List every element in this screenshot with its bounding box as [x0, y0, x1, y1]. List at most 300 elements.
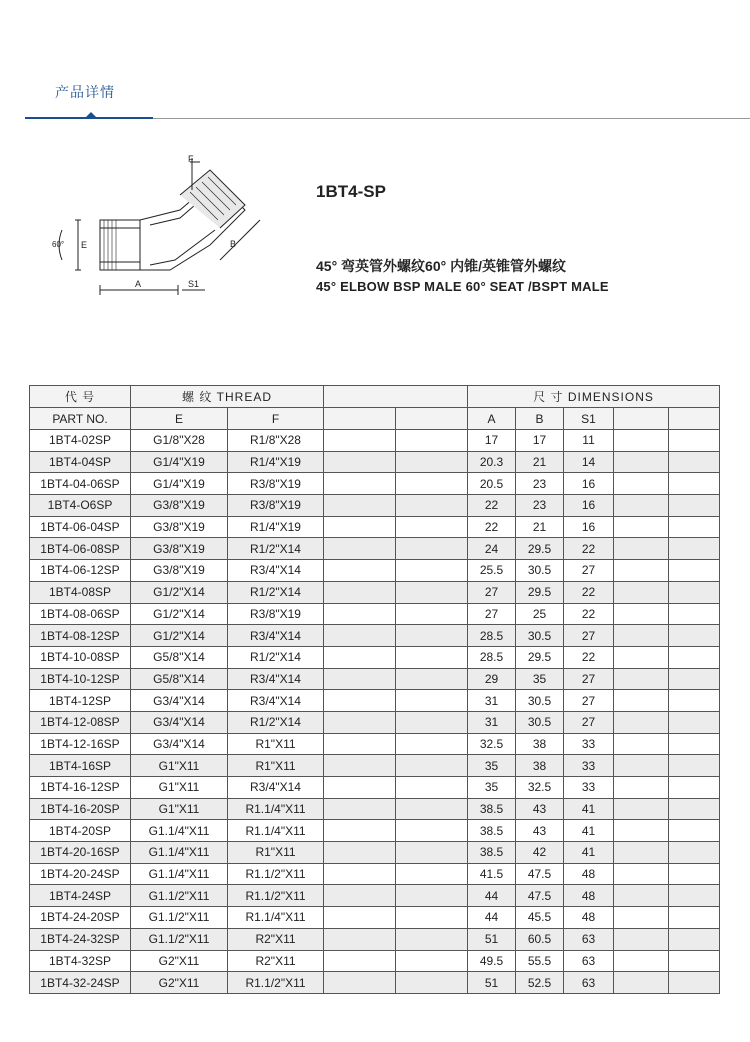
cell-thread-e: G1/8"X28: [131, 430, 228, 452]
header-col-blank-2: [396, 408, 468, 430]
cell-blank: [324, 603, 396, 625]
cell-blank: [324, 972, 396, 994]
cell-dim-b: 30.5: [516, 690, 564, 712]
cell-blank: [396, 603, 468, 625]
cell-dim-b: 43: [516, 820, 564, 842]
header-col-s1: S1: [564, 408, 614, 430]
cell-blank: [669, 928, 720, 950]
table-row: [30, 495, 720, 517]
cell-blank: [614, 950, 669, 972]
cell-dim-b: 25: [516, 603, 564, 625]
cell-dim-a: 44: [468, 907, 516, 929]
cell-dim-s1: 22: [564, 581, 614, 603]
cell-blank: [614, 711, 669, 733]
header-col-f: F: [228, 408, 324, 430]
cell-dim-a: 22: [468, 516, 516, 538]
cell-thread-e: G5/8"X14: [131, 646, 228, 668]
cell-thread-e: G2"X11: [131, 950, 228, 972]
cell-blank: [614, 603, 669, 625]
cell-blank: [669, 820, 720, 842]
table-row: [30, 625, 720, 647]
cell-blank: [396, 711, 468, 733]
cell-blank: [669, 733, 720, 755]
table-row: [30, 668, 720, 690]
cell-dim-s1: 33: [564, 777, 614, 799]
cell-blank: [614, 863, 669, 885]
cell-blank: [396, 625, 468, 647]
cell-thread-f: R1"X11: [228, 755, 324, 777]
cell-blank: [396, 560, 468, 582]
cell-blank: [614, 928, 669, 950]
header-col-b: B: [516, 408, 564, 430]
cell-dim-b: 23: [516, 473, 564, 495]
cell-blank: [396, 733, 468, 755]
cell-part-no: 1BT4-06-08SP: [30, 538, 131, 560]
cell-blank: [324, 755, 396, 777]
header-col-a: A: [468, 408, 516, 430]
cell-thread-e: G1.1/4"X11: [131, 820, 228, 842]
cell-part-no: 1BT4-32SP: [30, 950, 131, 972]
cell-part-no: 1BT4-24-32SP: [30, 928, 131, 950]
cell-dim-b: 60.5: [516, 928, 564, 950]
cell-dim-b: 47.5: [516, 885, 564, 907]
cell-dim-s1: 41: [564, 798, 614, 820]
diagram-label-s1: S1: [188, 279, 200, 289]
cell-blank: [396, 668, 468, 690]
cell-dim-b: 55.5: [516, 950, 564, 972]
cell-blank: [614, 495, 669, 517]
cell-thread-e: G3/8"X19: [131, 495, 228, 517]
cell-dim-a: 32.5: [468, 733, 516, 755]
table-row: [30, 646, 720, 668]
cell-thread-e: G2"X11: [131, 972, 228, 994]
cell-blank: [614, 646, 669, 668]
cell-blank: [614, 560, 669, 582]
table-row: [30, 603, 720, 625]
cell-blank: [396, 538, 468, 560]
diagram-label-e: E: [81, 240, 88, 250]
table-row: [30, 755, 720, 777]
cell-blank: [669, 430, 720, 452]
header-code-cn: 代 号: [30, 386, 131, 408]
cell-dim-s1: 16: [564, 516, 614, 538]
cell-thread-e: G1"X11: [131, 777, 228, 799]
cell-blank: [324, 928, 396, 950]
cell-thread-e: G3/8"X19: [131, 538, 228, 560]
cell-dim-a: 49.5: [468, 950, 516, 972]
cell-blank: [324, 690, 396, 712]
cell-dim-s1: 27: [564, 560, 614, 582]
cell-dim-a: 38.5: [468, 798, 516, 820]
cell-blank: [396, 495, 468, 517]
cell-part-no: 1BT4-04-06SP: [30, 473, 131, 495]
cell-blank: [669, 798, 720, 820]
cell-dim-a: 35: [468, 777, 516, 799]
cell-blank: [396, 451, 468, 473]
cell-dim-a: 20.3: [468, 451, 516, 473]
table-row: [30, 972, 720, 994]
cell-thread-e: G1"X11: [131, 755, 228, 777]
cell-dim-s1: 22: [564, 538, 614, 560]
table-row: [30, 950, 720, 972]
cell-blank: [669, 495, 720, 517]
cell-blank: [396, 820, 468, 842]
cell-thread-f: R1.1/2"X11: [228, 885, 324, 907]
cell-thread-f: R1/4"X19: [228, 516, 324, 538]
cell-blank: [324, 516, 396, 538]
cell-thread-e: G1/2"X14: [131, 581, 228, 603]
cell-dim-b: 29.5: [516, 581, 564, 603]
cell-thread-e: G1.1/2"X11: [131, 907, 228, 929]
cell-blank: [614, 777, 669, 799]
cell-blank: [669, 885, 720, 907]
cell-dim-b: 52.5: [516, 972, 564, 994]
table-row: [30, 907, 720, 929]
cell-dim-s1: 14: [564, 451, 614, 473]
cell-thread-f: R1"X11: [228, 842, 324, 864]
cell-blank: [324, 950, 396, 972]
cell-dim-b: 38: [516, 733, 564, 755]
table-row: [30, 430, 720, 452]
cell-thread-e: G5/8"X14: [131, 668, 228, 690]
cell-thread-f: R1.1/2"X11: [228, 863, 324, 885]
cell-dim-a: 51: [468, 928, 516, 950]
cell-blank: [669, 690, 720, 712]
cell-dim-s1: 48: [564, 885, 614, 907]
diagram-label-b: B: [230, 239, 237, 249]
cell-part-no: 1BT4-32-24SP: [30, 972, 131, 994]
cell-part-no: 1BT4-06-12SP: [30, 560, 131, 582]
cell-thread-f: R3/8"X19: [228, 603, 324, 625]
cell-blank: [669, 842, 720, 864]
cell-blank: [669, 668, 720, 690]
cell-blank: [396, 430, 468, 452]
cell-dim-b: 17: [516, 430, 564, 452]
cell-blank: [614, 451, 669, 473]
cell-dim-a: 31: [468, 690, 516, 712]
product-description-en: 45° ELBOW BSP MALE 60° SEAT /BSPT MALE: [316, 279, 609, 294]
cell-thread-e: G1/4"X19: [131, 473, 228, 495]
table-row: [30, 928, 720, 950]
cell-blank: [324, 646, 396, 668]
table-row: [30, 820, 720, 842]
table-row: [30, 538, 720, 560]
cell-dim-a: 28.5: [468, 625, 516, 647]
cell-thread-f: R1.1/4"X11: [228, 820, 324, 842]
cell-blank: [396, 928, 468, 950]
cell-part-no: 1BT4-20-24SP: [30, 863, 131, 885]
cell-dim-a: 27: [468, 581, 516, 603]
cell-blank: [324, 625, 396, 647]
cell-part-no: 1BT4-16-12SP: [30, 777, 131, 799]
cell-blank: [396, 907, 468, 929]
cell-thread-f: R3/4"X14: [228, 690, 324, 712]
cell-blank: [669, 451, 720, 473]
cell-dim-s1: 22: [564, 603, 614, 625]
cell-blank: [396, 885, 468, 907]
cell-thread-f: R2"X11: [228, 950, 324, 972]
cell-dim-b: 42: [516, 842, 564, 864]
cell-blank: [324, 560, 396, 582]
section-accent-bar: [25, 117, 153, 119]
cell-part-no: 1BT4-02SP: [30, 430, 131, 452]
cell-dim-b: 30.5: [516, 560, 564, 582]
cell-blank: [669, 755, 720, 777]
cell-blank: [614, 538, 669, 560]
cell-part-no: 1BT4-08-12SP: [30, 625, 131, 647]
cell-part-no: 1BT4-12SP: [30, 690, 131, 712]
cell-thread-e: G1.1/2"X11: [131, 885, 228, 907]
cell-dim-b: 43: [516, 798, 564, 820]
cell-part-no: 1BT4-10-12SP: [30, 668, 131, 690]
cell-dim-s1: 63: [564, 950, 614, 972]
cell-thread-f: R1"X11: [228, 733, 324, 755]
cell-blank: [614, 430, 669, 452]
cell-blank: [669, 972, 720, 994]
table-row: [30, 451, 720, 473]
cell-blank: [324, 820, 396, 842]
cell-part-no: 1BT4-12-16SP: [30, 733, 131, 755]
cell-thread-f: R1/8"X28: [228, 430, 324, 452]
cell-thread-f: R1.1/2"X11: [228, 972, 324, 994]
cell-dim-s1: 27: [564, 711, 614, 733]
cell-part-no: 1BT4-04SP: [30, 451, 131, 473]
cell-thread-e: G1/4"X19: [131, 451, 228, 473]
cell-dim-b: 21: [516, 516, 564, 538]
cell-dim-s1: 48: [564, 863, 614, 885]
cell-blank: [396, 755, 468, 777]
cell-thread-f: R3/4"X14: [228, 668, 324, 690]
cell-blank: [614, 798, 669, 820]
cell-thread-f: R3/8"X19: [228, 495, 324, 517]
cell-blank: [324, 907, 396, 929]
cell-blank: [614, 755, 669, 777]
product-description-cn: 45° 弯英管外螺纹60° 内锥/英锥管外螺纹: [316, 258, 567, 274]
cell-blank: [396, 798, 468, 820]
cell-thread-e: G1.1/4"X11: [131, 863, 228, 885]
cell-part-no: 1BT4-10-08SP: [30, 646, 131, 668]
cell-part-no: 1BT4-12-08SP: [30, 711, 131, 733]
cell-thread-f: R3/4"X14: [228, 777, 324, 799]
cell-part-no: 1BT4-24-20SP: [30, 907, 131, 929]
cell-blank: [324, 863, 396, 885]
cell-dim-s1: 41: [564, 820, 614, 842]
cell-blank: [669, 581, 720, 603]
cell-blank: [324, 430, 396, 452]
cell-thread-f: R3/8"X19: [228, 473, 324, 495]
cell-blank: [324, 668, 396, 690]
cell-dim-b: 45.5: [516, 907, 564, 929]
cell-thread-e: G1/2"X14: [131, 603, 228, 625]
cell-blank: [669, 646, 720, 668]
cell-thread-e: G1/2"X14: [131, 625, 228, 647]
cell-dim-b: 29.5: [516, 538, 564, 560]
cell-dim-b: 32.5: [516, 777, 564, 799]
cell-blank: [669, 603, 720, 625]
cell-dim-a: 41.5: [468, 863, 516, 885]
cell-dim-b: 30.5: [516, 625, 564, 647]
header-col-blank-3: [614, 408, 669, 430]
table-row: [30, 777, 720, 799]
cell-dim-b: 23: [516, 495, 564, 517]
cell-blank: [614, 972, 669, 994]
cell-blank: [396, 690, 468, 712]
cell-blank: [396, 950, 468, 972]
cell-dim-s1: 27: [564, 690, 614, 712]
cell-thread-f: R3/4"X14: [228, 560, 324, 582]
cell-blank: [669, 711, 720, 733]
cell-blank: [614, 473, 669, 495]
cell-dim-a: 38.5: [468, 820, 516, 842]
cell-dim-a: 24: [468, 538, 516, 560]
cell-blank: [614, 668, 669, 690]
cell-blank: [669, 777, 720, 799]
cell-blank: [324, 885, 396, 907]
cell-blank: [669, 907, 720, 929]
cell-blank: [669, 560, 720, 582]
cell-dim-a: 27: [468, 603, 516, 625]
cell-dim-a: 25.5: [468, 560, 516, 582]
cell-thread-f: R3/4"X14: [228, 625, 324, 647]
cell-blank: [396, 972, 468, 994]
cell-dim-s1: 63: [564, 972, 614, 994]
table-row: [30, 473, 720, 495]
cell-dim-b: 35: [516, 668, 564, 690]
header-col-blank-1: [324, 408, 396, 430]
cell-part-no: 1BT4-08-06SP: [30, 603, 131, 625]
header-col-e: E: [131, 408, 228, 430]
cell-thread-f: R1/2"X14: [228, 646, 324, 668]
cell-blank: [614, 885, 669, 907]
cell-dim-a: 38.5: [468, 842, 516, 864]
cell-dim-s1: 16: [564, 495, 614, 517]
cell-dim-a: 51: [468, 972, 516, 994]
cell-thread-f: R1/2"X14: [228, 711, 324, 733]
cell-blank: [614, 842, 669, 864]
cell-dim-s1: 33: [564, 733, 614, 755]
cell-dim-s1: 41: [564, 842, 614, 864]
cell-blank: [669, 625, 720, 647]
cell-dim-a: 31: [468, 711, 516, 733]
cell-blank: [396, 581, 468, 603]
table-row: [30, 733, 720, 755]
cell-dim-b: 30.5: [516, 711, 564, 733]
cell-dim-s1: 33: [564, 755, 614, 777]
cell-thread-e: G3/4"X14: [131, 711, 228, 733]
cell-blank: [324, 733, 396, 755]
cell-blank: [396, 516, 468, 538]
cell-part-no: 1BT4-20SP: [30, 820, 131, 842]
cell-blank: [614, 907, 669, 929]
cell-dim-a: 35: [468, 755, 516, 777]
cell-blank: [669, 950, 720, 972]
cell-dim-b: 29.5: [516, 646, 564, 668]
cell-dim-a: 29: [468, 668, 516, 690]
cell-dim-s1: 63: [564, 928, 614, 950]
cell-dim-a: 44: [468, 885, 516, 907]
cell-blank: [669, 538, 720, 560]
fitting-diagram: [50, 150, 280, 300]
cell-thread-f: R1.1/4"X11: [228, 907, 324, 929]
cell-blank: [669, 516, 720, 538]
cell-thread-f: R1/2"X14: [228, 538, 324, 560]
table-row: [30, 798, 720, 820]
cell-blank: [324, 798, 396, 820]
cell-blank: [669, 473, 720, 495]
cell-thread-e: G3/8"X19: [131, 560, 228, 582]
header-col-blank-4: [669, 408, 720, 430]
cell-blank: [614, 733, 669, 755]
cell-blank: [669, 863, 720, 885]
table-row: [30, 560, 720, 582]
cell-part-no: 1BT4-16-20SP: [30, 798, 131, 820]
table-row: [30, 711, 720, 733]
cell-thread-e: G3/4"X14: [131, 690, 228, 712]
table-row: [30, 842, 720, 864]
cell-blank: [324, 538, 396, 560]
cell-dim-s1: 11: [564, 430, 614, 452]
cell-dim-b: 38: [516, 755, 564, 777]
diagram-label-f: F: [188, 154, 194, 164]
table-row: [30, 863, 720, 885]
cell-thread-e: G1"X11: [131, 798, 228, 820]
cell-blank: [396, 842, 468, 864]
cell-part-no: 1BT4-O6SP: [30, 495, 131, 517]
header-thread: 螺 纹 THREAD: [131, 386, 324, 408]
cell-part-no: 1BT4-20-16SP: [30, 842, 131, 864]
specification-table: [29, 385, 720, 994]
cell-dim-s1: 27: [564, 668, 614, 690]
cell-blank: [396, 473, 468, 495]
product-model: 1BT4-SP: [316, 182, 386, 201]
cell-blank: [324, 581, 396, 603]
diagram-label-a: A: [135, 279, 142, 289]
cell-dim-a: 20.5: [468, 473, 516, 495]
table-row: [30, 581, 720, 603]
cell-thread-f: R2"X11: [228, 928, 324, 950]
cell-dim-b: 21: [516, 451, 564, 473]
cell-blank: [324, 842, 396, 864]
cell-blank: [614, 690, 669, 712]
cell-dim-b: 47.5: [516, 863, 564, 885]
cell-thread-e: G1.1/2"X11: [131, 928, 228, 950]
cell-part-no: 1BT4-16SP: [30, 755, 131, 777]
cell-dim-a: 17: [468, 430, 516, 452]
table-row: [30, 885, 720, 907]
diagram-label-angle: 60°: [52, 240, 65, 249]
cell-blank: [324, 451, 396, 473]
section-caret-icon: [86, 112, 96, 117]
cell-blank: [614, 581, 669, 603]
cell-dim-a: 22: [468, 495, 516, 517]
cell-thread-e: G3/8"X19: [131, 516, 228, 538]
cell-thread-e: G3/4"X14: [131, 733, 228, 755]
cell-thread-f: R1/2"X14: [228, 581, 324, 603]
cell-blank: [324, 473, 396, 495]
cell-part-no: 1BT4-24SP: [30, 885, 131, 907]
section-title: 产品详情: [55, 84, 115, 100]
cell-blank: [614, 625, 669, 647]
cell-part-no: 1BT4-06-04SP: [30, 516, 131, 538]
cell-dim-s1: 22: [564, 646, 614, 668]
cell-blank: [324, 495, 396, 517]
cell-blank: [396, 646, 468, 668]
cell-dim-s1: 27: [564, 625, 614, 647]
cell-blank: [614, 820, 669, 842]
cell-dim-s1: 16: [564, 473, 614, 495]
cell-blank: [396, 863, 468, 885]
cell-blank: [324, 711, 396, 733]
